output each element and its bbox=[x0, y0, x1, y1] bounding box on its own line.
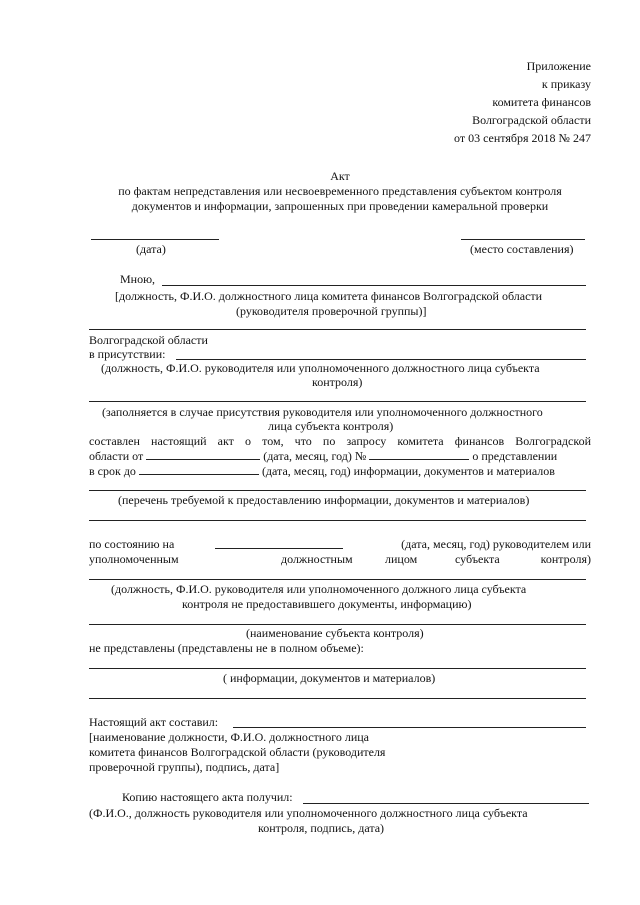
composed-by-label: Настоящий акт составил: bbox=[89, 715, 219, 729]
official-hint-2: (руководителя проверочной группы)] bbox=[236, 304, 427, 318]
not-provided-hint: (должность, Ф.И.О. руководителя или уполномоченного должного лица субъекта bbox=[111, 582, 527, 596]
copy-received-label: Копию настоящего акта получил: bbox=[122, 790, 293, 804]
composer-hint: [наименование должности, Ф.И.О. должностного лица bbox=[89, 730, 369, 744]
composer-hint-3: проверочной группы), подпись, дата] bbox=[89, 760, 280, 774]
presence-hint: (должность, Ф.И.О. руководителя или уполномоченного должностного лица субъекта bbox=[101, 361, 540, 375]
blank-line bbox=[89, 579, 586, 580]
body-text: по состоянию на bbox=[89, 537, 175, 551]
official-line bbox=[162, 285, 586, 286]
body-text: о представлении bbox=[472, 449, 558, 463]
date-label: (дата) bbox=[136, 242, 166, 256]
body-text: уполномоченным bbox=[89, 552, 179, 566]
receiver-line bbox=[303, 803, 589, 804]
blank-line bbox=[89, 329, 586, 330]
body-line-2 bbox=[89, 448, 557, 464]
body-text: субъекта bbox=[455, 552, 500, 566]
region-label: Волгоградской области bbox=[89, 333, 208, 347]
appendix-line: Приложение bbox=[526, 59, 591, 73]
appendix-line: к приказу bbox=[541, 77, 591, 91]
by-me-label: Мною, bbox=[120, 272, 156, 286]
body-text: (дата, месяц, год) информации, документов и материалов bbox=[261, 464, 555, 478]
number-blank bbox=[369, 448, 469, 460]
list-hint: (перечень требуемой к предоставлению информации, документов и материалов) bbox=[118, 493, 530, 507]
appendix-line: комитета финансов bbox=[492, 95, 591, 109]
presence-hint-2: контроля) bbox=[312, 375, 363, 389]
not-provided-hint-2: контроля не предоставившего документы, информацию) bbox=[182, 597, 472, 611]
body-text: области от bbox=[89, 449, 144, 463]
fill-hint-2: лица субъекта контроля) bbox=[268, 419, 394, 433]
place-line bbox=[461, 239, 585, 240]
composer-hint-2: комитета финансов Волгоградской области (руководителя bbox=[89, 745, 386, 759]
body-text: (дата, месяц, год) № bbox=[263, 449, 367, 463]
body-text: в срок до bbox=[89, 464, 136, 478]
presence-label: в присутствии: bbox=[89, 347, 166, 361]
blank-line bbox=[89, 698, 586, 699]
receiver-hint: (Ф.И.О., должность руководителя или уполномоченного должностного лица субъекта bbox=[89, 806, 528, 820]
date-line bbox=[91, 239, 219, 240]
not-provided-label: не представлены (представлены не в полном объеме): bbox=[89, 641, 364, 655]
body-text: лицом bbox=[385, 552, 418, 566]
fill-hint: (заполняется в случае присутствия руководителя или уполномоченного должностного bbox=[102, 405, 543, 419]
place-label: (место составления) bbox=[470, 242, 574, 256]
info-hint: ( информации, документов и материалов) bbox=[223, 671, 436, 685]
appendix-header bbox=[454, 57, 591, 147]
receiver-hint-2: контроля, подпись, дата) bbox=[258, 821, 385, 835]
blank-line bbox=[89, 490, 586, 491]
body-line-3 bbox=[89, 463, 555, 479]
blank-line bbox=[89, 668, 586, 669]
appendix-line: Волгоградской области bbox=[472, 113, 591, 127]
body-text: (дата, месяц, год) руководителем или bbox=[401, 537, 591, 551]
body-text: должностным bbox=[281, 552, 353, 566]
blank-line bbox=[89, 624, 586, 625]
act-title: Акт bbox=[330, 169, 350, 183]
date-blank bbox=[146, 448, 260, 460]
body-text: составлен настоящий акт о том, что по запросу комитета финансов Волгоградской bbox=[89, 434, 591, 448]
appendix-line: от 03 сентября 2018 № 247 bbox=[454, 131, 591, 145]
act-subtitle-2: документов и информации, запрошенных при проведении камеральной проверки bbox=[131, 199, 549, 213]
body-text: контроля) bbox=[540, 552, 591, 566]
presence-line bbox=[176, 359, 586, 360]
as-of-blank bbox=[215, 537, 343, 549]
official-hint: [должность, Ф.И.О. должностного лица комитета финансов Волгоградской области bbox=[115, 289, 543, 303]
deadline-blank bbox=[139, 463, 259, 475]
act-subtitle: по фактам непредставления или несвоевременного представления субъектом контроля bbox=[118, 184, 562, 198]
composer-line bbox=[233, 727, 586, 728]
entity-hint: (наименование субъекта контроля) bbox=[246, 626, 424, 640]
blank-line bbox=[89, 401, 586, 402]
blank-line bbox=[89, 520, 586, 521]
body-line bbox=[89, 434, 591, 449]
